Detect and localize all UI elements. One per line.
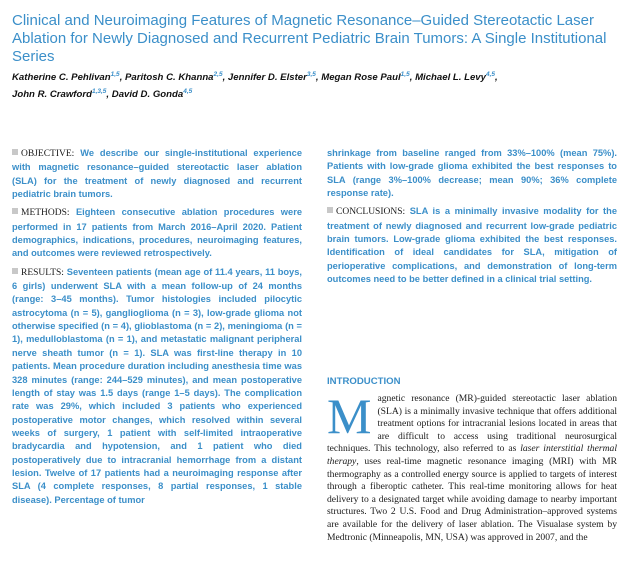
section-marker-icon [12,208,18,214]
abstract-results: RESULTS: Seventeen patients (mean age of 11.4 years, 11 boys, 6 girls) underwent SLA with a mean follow-up of 24 months (range: 3–45 months). Tumor histologies included pilocytic astrocytoma (n = 5), ganglioglioma (n = 3), low-grade glioma not otherwise specified (n = 4), glioblastoma (n = 2), meningioma (n = 1), medulloblastoma (n = 1), and metastatic malignant peripheral nerve sheath tumor (n = 1). SLA was first-line therapy in 10 patients. Mean procedure duration including anesthesia time was 328 minutes (range: 244–529 minutes), and mean postoperative length of stay was 1.5 days (range 1–5 days). The complication rate was 29%, which included 3 patients who experienced postoperative motor changes, which resolved within several weeks of surgery, 1 patient with self-limited intraoperative bradycardia and hypotension, and 1 patient who died postoperatively due to intracranial hemorrhage from a distant lesion. Twelve of 17 patients had a neuroimaging response after SLA (4 complete responses, 8 partial responses, 1 stable disease). Percentage of tumor [12,266,302,505]
introduction-body: Magnetic resonance (MR)-guided stereotactic laser ablation (SLA) is a minimally invasive technique that offers additional treatment options for intracranial lesions located in areas that are difficult to access using traditional neurosurgical techniques. This technology, also referred to as laser interstitial thermal therapy, uses real-time magnetic resonance imaging (MRI) with MR thermography as a controlled energy source is applied to targets of interest through a fiberoptic catheter. This real-time monitoring allows for heat delivery to a designated target while avoiding damage to nearby important structures. Two 2 U.S. Food and Drug Administration–approved systems are available for the delivery of laser ablation. The Visualase system by Medtronic (Minneapolis, MN, USA) was approved in 2007, and the [327,388,617,543]
section-marker-icon [12,149,18,155]
abstract-conclusions: CONCLUSIONS: SLA is a minimally invasive modality for the treatment of newly diagnosed and recurrent low-grade pediatric brain tumors. Low-grade glioma exhibited the best responses. Identification of ideal candidates for SLA, mitigation of perioperative complications, and demonstration of long-term outcomes need to be better defined in a clinical trial setting. [327,206,617,285]
article-title: Clinical and Neuroimaging Features of Magnetic Resonance–Guided Stereotactic Laser Ablation for Newly Diagnosed and Recurrent Pediatric Brain Tumors: A Single Institutional Series [12,12,607,65]
abstract-objective: OBJECTIVE: We describe our single-institutional experience with magnetic resonance–guided stereotactic laser ablation (SLA) for the treatment of newly diagnosed and recurrent pediatric brain tumors. [12,148,303,200]
section-marker-icon [327,207,333,213]
section-heading: METHODS: [21,208,70,219]
author-list [12,68,627,102]
section-heading: RESULTS: [21,267,64,278]
author: Megan Rose Paul$^{1,5}$, [321,71,416,83]
author: John R. Crawford$^{1,3,5}$, [12,88,112,100]
drop-cap: M [327,388,372,444]
section-marker-icon [12,268,18,274]
author: Katherine C. Pehlivan$^{1,5}$, [12,71,126,83]
abstract-left-column [12,147,302,512]
author: Paritosh C. Khanna$^{2,5}$, [125,71,228,83]
author: Michael L. Levy$^{4,5}$, [415,71,498,83]
introduction-heading: INTRODUCTION [327,376,401,387]
abstract-methods: METHODS: Eighteen consecutive ablation procedures were performed in 17 patients from March 2016–April 2020. Patient demographics, indications, procedures, neuroimaging features, and outcomes were reviewed retrospectively. [12,207,302,259]
author: David D. Gonda$^{4,5}$ [111,88,193,100]
abstract-right-column [327,147,617,291]
section-heading: CONCLUSIONS: [336,207,406,218]
author: Jennifer D. Elster$^{3,5}$, [227,71,322,83]
abstract-results-continued: shrinkage from baseline ranged from 33%–100% (mean 75%). Patients with low-grade glioma exhibited the best responses to SLA (range 3%–100% decrease; mean 90%; 36% complete response rate). [327,148,617,199]
section-heading: OBJECTIVE: [21,149,75,159]
